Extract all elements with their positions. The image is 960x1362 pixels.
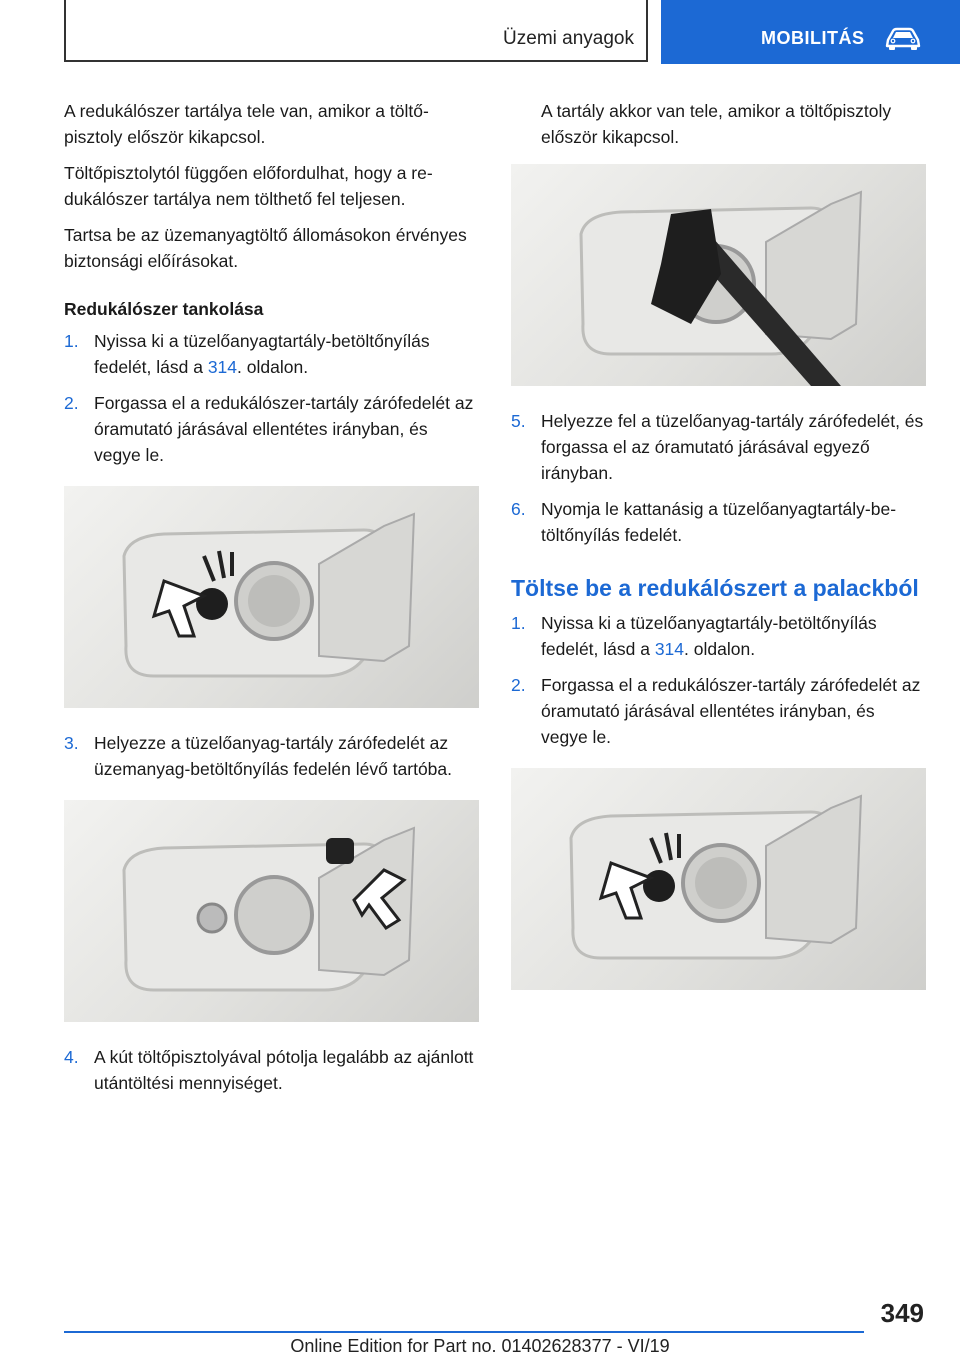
- step-item: [511, 408, 926, 486]
- footer-divider: [64, 1331, 864, 1333]
- right-column: [511, 98, 926, 1012]
- step-number: 1.: [511, 613, 526, 633]
- step-number: 3.: [64, 733, 79, 753]
- section-subheading: Redukálószer tankolása: [64, 299, 264, 319]
- step-text: Nyissa ki a tüzelőanyagtartály-betöltőnyílás fedelét, lásd a 314. oldalon.: [94, 331, 430, 377]
- section-title: MOBILITÁS: [761, 28, 865, 48]
- fuel-flap-illustration-cap-holder: [64, 800, 479, 1022]
- fuel-flap-illustration-open-cap-bottle: [511, 768, 926, 990]
- step-text: Forgassa el a redukálószer-tartály zárófedelét az óramutató járásával ellentétes irányban, és vegye le.: [94, 393, 474, 465]
- page-link[interactable]: 314: [654, 639, 685, 659]
- step-item: [64, 730, 479, 782]
- refill-nozzle-illustration: [511, 164, 926, 386]
- step-text: Nyomja le kattanásig a tüzelőanyagtartály-betöltőnyílás fedelét.: [541, 499, 897, 545]
- step-text: Forgassa el a redukálószer-tartály zárófedelét az óramutató járásával ellentétes irányban, és vegye le.: [541, 675, 921, 747]
- intro-paragraph: Töltőpisztolytól függően előfordulhat, hogy a redukálószer tartálya nem tölthető fel teljesen.: [64, 163, 433, 209]
- intro-paragraph: A redukálószer tartálya tele van, amikor a töltőpisztoly először kikapcsol.: [64, 101, 429, 147]
- step-text: Helyezze fel a tüzelőanyag-tartály zárófedelét, és forgassa el az óramutató járásával egyező irányban.: [541, 411, 924, 483]
- page-link[interactable]: 314: [207, 357, 238, 377]
- step-text: A kút töltőpisztolyával pótolja legalább az ajánlott utántöltési mennyiséget.: [94, 1047, 474, 1093]
- step-text: A tartály akkor van tele, amikor a töltőpisztoly először kikapcsol.: [541, 101, 892, 147]
- header-chapter-box: [64, 0, 648, 62]
- intro-paragraph: Tartsa be az üzemanyagtöltő állomásokon érvényes biztonsági előírásokat.: [64, 225, 467, 271]
- step-item: [64, 328, 479, 380]
- section-heading: Töltse be a redukálószert a palackból: [511, 575, 919, 601]
- step-text: Helyezze a tüzelőanyag-tartály zárófedelét az üzemanyag-betöltőnyílás fedelén lévő tartóba.: [94, 733, 453, 779]
- step-item: [64, 390, 479, 468]
- page-number: 349: [880, 1298, 924, 1328]
- step-number: 6.: [511, 499, 526, 519]
- step-text: Nyissa ki a tüzelőanyagtartály-betöltőnyílás fedelét, lásd a 314. oldalon.: [541, 613, 877, 659]
- step-item: [511, 496, 926, 548]
- step-number: 1.: [64, 331, 79, 351]
- step-item: [511, 672, 926, 750]
- step-item: [64, 1044, 479, 1096]
- step-item: [511, 610, 926, 662]
- edition-footer: Online Edition for Part no. 01402628377 - VI/19: [290, 1336, 670, 1356]
- step-number: 2.: [64, 393, 79, 413]
- step-number: 5.: [511, 411, 526, 431]
- step-continuation: [511, 98, 926, 150]
- step-number: 4.: [64, 1047, 79, 1067]
- step-number: 2.: [511, 675, 526, 695]
- header-section-box: [661, 0, 960, 64]
- car-icon: [884, 26, 922, 52]
- left-column: [64, 98, 479, 1106]
- fuel-flap-illustration-open-cap: [64, 486, 479, 708]
- chapter-title: Üzemi anyagok: [503, 28, 634, 49]
